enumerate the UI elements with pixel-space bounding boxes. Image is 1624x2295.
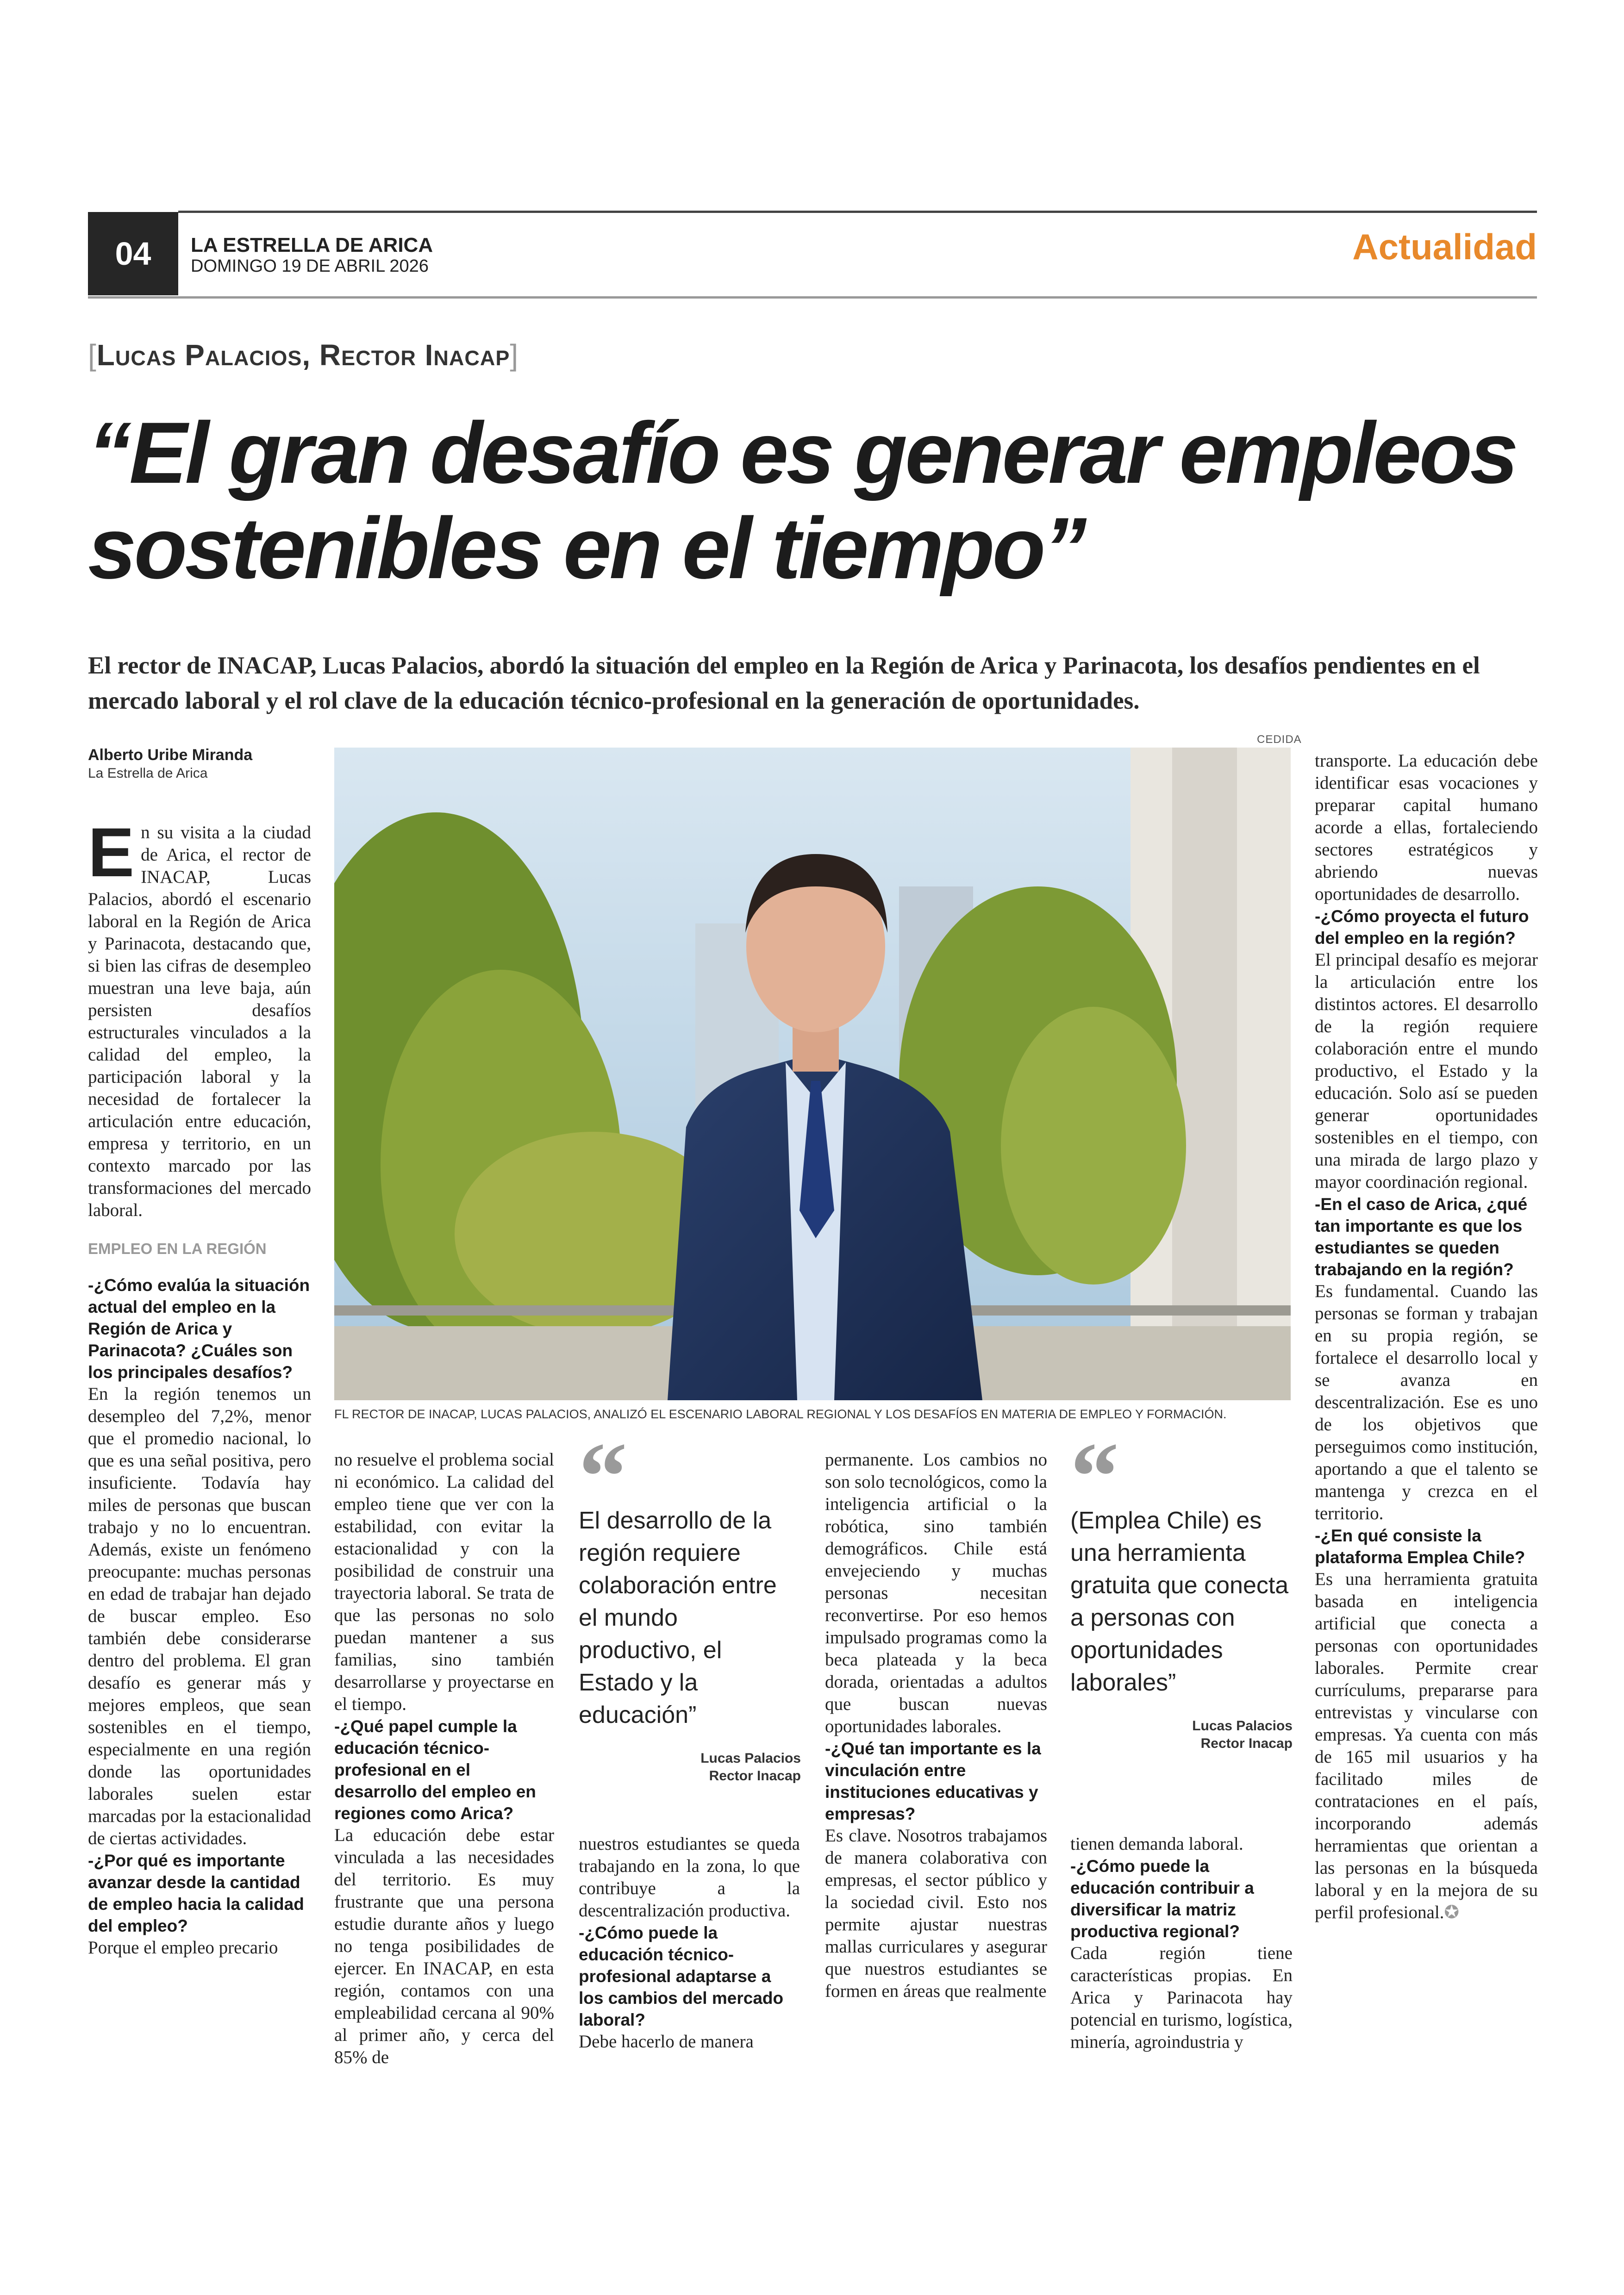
pull-quote-text: El desarrollo de la región requiere colaboración entre el mundo productivo, el Estado y la educación”: [579, 1507, 777, 1728]
pull-quote-source: [1070, 1717, 1293, 1752]
answer-6-end: transporte. La educación debe identificar esas vocaciones y preparar capital humano acorde a ellas, fortaleciendo sectores estratégicos y abriendo nuevas oportunidades de desarrollo.: [1315, 751, 1538, 904]
photo-credit: CEDIDA: [1257, 733, 1302, 746]
author-organization: La Estrella de Arica: [88, 766, 208, 781]
drop-cap: E: [88, 813, 135, 891]
answer-9: [1315, 1568, 1538, 1924]
pull-quote-2: [1070, 1423, 1293, 1752]
question-3: -¿Qué papel cumple la educación técnico-profesional en el desarrollo del empleo en regiones como Arica?: [334, 1717, 536, 1823]
page-number: 04: [88, 212, 178, 295]
answer-8: Es fundamental. Cuando las personas se forman y trabajan en su propia región, se fortalece el desarrollo local y se avanza en descentralización. Ese es uno de los objetivos que perseguimos como institución, aportando a que el talento se mantenga y crezca en el territorio.: [1315, 1281, 1538, 1523]
pull-quote-role: Rector Inacap: [709, 1768, 801, 1784]
article-column-4: [825, 1449, 1047, 2002]
newspaper-name: LA ESTRELLA DE ARICA: [191, 234, 433, 256]
answer-5-end: tienen demanda laboral.: [1070, 1834, 1243, 1854]
pull-quote-name: Lucas Palacios: [700, 1751, 801, 1766]
question-7: -¿Cómo proyecta el futuro del empleo en la región?: [1315, 907, 1529, 948]
photo-caption: FL RECTOR DE INACAP, LUCAS PALACIOS, ANALIZÓ EL ESCENARIO LABORAL REGIONAL Y LOS DESAFÍOS EN MATERIA DE EMPLEO Y FORMACIÓN.: [334, 1407, 1227, 1421]
article-kicker: [Lucas Palacios, Rector Inacap]: [88, 338, 519, 372]
intro-paragraph: [88, 813, 311, 1222]
article-column-6: [1315, 750, 1538, 1924]
issue-date: DOMINGO 19 DE ABRIL 2026: [191, 256, 429, 276]
question-6: -¿Cómo puede la educación contribuir a diversificar la matriz productiva regional?: [1070, 1857, 1254, 1941]
article-column-1: [88, 813, 311, 1959]
answer-1: En la región tenemos un desempleo del 7,2%, menor que el promedio nacional, lo que es una señal positiva, pero insuficiente. Todavía hay miles de personas que buscan trabajo y no lo encuentran. Además, existe un fenómeno preocupante: muchas personas en edad de trabajar han dejado de buscar empleo. Eso también debe considerarse dentro del problema. El gran desafío es generar más y mejores empleos, que sean sostenibles en el tiempo, especialmente en una región donde las oportunidades laborales suelen estar marcadas por la estacionalidad de ciertas actividades.: [88, 1384, 311, 1848]
answer-9-text: Es una herramienta gratuita basada en inteligencia artificial que conecta a personas con oportunidades laborales. Permite crear currículums, prepararse para entrevistas y vincularse con empresas. Ya cuenta con más de 165 mil usuarios y ha facilitado miles de contrataciones en el país, incorporando además herramientas que orientan a las personas en la búsqueda laboral y en la mejora de su perfil profesional.: [1315, 1569, 1538, 1922]
question-9: -¿En qué consiste la plataforma Emplea Chile?: [1315, 1526, 1525, 1567]
article-photo: [334, 748, 1291, 1400]
masthead-bottom-rule: [88, 296, 1537, 299]
question-1: -¿Cómo evalúa la situación actual del empleo en la Región de Arica y Parinacota? ¿Cuáles son los principales desafíos?: [88, 1276, 310, 1382]
answer-4-end: permanente. Los cambios no son solo tecnológicos, como la inteligencia artificial o la robótica, sino también demográficos. Chile está envejeciendo y muchas personas necesitan reconvertirse. Por eso hemos impulsado programas como la beca plateada y la beca dorada, orientadas a adultos que buscan nuevas oportunidades laborales.: [825, 1450, 1047, 1736]
answer-3-end: nuestros estudiantes se queda trabajando en la zona, lo que contribuye a la descentralización productiva.: [579, 1834, 800, 1921]
pull-quote-text: (Emplea Chile) es una herramienta gratuita que conecta a personas con oportunidades laborales”: [1070, 1507, 1289, 1696]
answer-2-start: Porque el empleo precario: [88, 1938, 278, 1958]
answer-7: El principal desafío es mejorar la articulación entre los distintos actores. El desarrollo de la región requiere colaboración entre el mundo productivo, el Estado y la educación. Solo así se pueden generar oportunidades sostenibles en el tiempo, con una mirada de largo plazo y mayor coordinación regional.: [1315, 950, 1538, 1192]
portrait-illustration: [334, 748, 1291, 1400]
end-mark-icon: ✪: [1444, 1902, 1460, 1922]
answer-4-start: Debe hacerlo de manera: [579, 2032, 754, 2052]
pull-quote-1: [579, 1423, 801, 1785]
answer-2-end: no resuelve el problema social ni económico. La calidad del empleo tiene que ver con la estabilidad, con evitar la estacionalidad y con la posibilidad de construir una trayectoria laboral. Se trata de que las personas no solo puedan mantener a sus familias, sino también desarrollarse y proyectarse en el tiempo.: [334, 1450, 554, 1714]
kicker-text: Lucas Palacios, Rector Inacap: [96, 338, 510, 372]
pull-quote-name: Lucas Palacios: [1192, 1718, 1293, 1734]
masthead-top-rule: [178, 211, 1537, 213]
author-name: Alberto Uribe Miranda: [88, 746, 253, 764]
article-column-3: [579, 1833, 800, 2053]
answer-3-start: La educación debe estar vinculada a las necesidades del territorio. Es muy frustrante que una persona estudie durante años y luego no tenga posibilidades de ejercer. En INACAP, en esta región, contamos con una empleabilidad cercana al 90% al primer año, y cerca del 85% de: [334, 1825, 554, 2067]
question-5: -¿Qué tan importante es la vinculación entre instituciones educativas y empresas?: [825, 1739, 1041, 1823]
article-headline: “El gran desafío es generar empleos sostenibles en el tiempo”: [88, 404, 1516, 597]
quote-mark: “: [579, 1423, 627, 1530]
question-4: -¿Cómo puede la educación técnico-profesional adaptarse a los cambios del mercado laboral?: [579, 1923, 784, 2029]
question-8: -En el caso de Arica, ¿qué tan importante es que los estudiantes se queden trabajando en la región?: [1315, 1195, 1528, 1279]
question-2: -¿Por qué es importante avanzar desde la cantidad de empleo hacia la calidad del empleo?: [88, 1851, 304, 1935]
quote-mark: “: [1070, 1423, 1119, 1530]
pull-quote-role: Rector Inacap: [1200, 1736, 1293, 1751]
pull-quote-source: [579, 1750, 801, 1785]
section-label: Actualidad: [1352, 226, 1537, 267]
intro-text: n su visita a la ciudad de Arica, el rector de INACAP, Lucas Palacios, abordó el escenario laboral en la Región de Arica y Parinacota, destacando que, si bien las cifras de desempleo muestran una leve baja, aún persisten desafíos estructurales vinculados a la calidad del empleo, la participación laboral y la necesidad de fortalecer la articulación entre educación, empresa y territorio, en un contexto marcado por las transformaciones del mercado laboral.: [88, 823, 311, 1220]
article-lead: El rector de INACAP, Lucas Palacios, abordó la situación del empleo en la Región de Arica y Parinacota, los desafíos pendientes en el mercado laboral y el rol clave de la educación técnico-profesional en la generación de oportunidades.: [88, 652, 1480, 714]
answer-5-start: Es clave. Nosotros trabajamos de manera colaborativa con empresas, el sector público y la sociedad civil. Esto nos permite ajustar nuestras mallas curriculares y asegurar que nuestros estudiantes se formen en áreas que realmente: [825, 1826, 1047, 2001]
subhead: EMPLEO EN LA REGIÓN: [88, 1240, 267, 1257]
article-column-5: [1070, 1833, 1293, 2053]
article-column-2: [334, 1449, 554, 2069]
answer-6-start: Cada región tiene características propias. En Arica y Parinacota hay potencial en turismo, logística, minería, agroindustria y: [1070, 1943, 1293, 2052]
